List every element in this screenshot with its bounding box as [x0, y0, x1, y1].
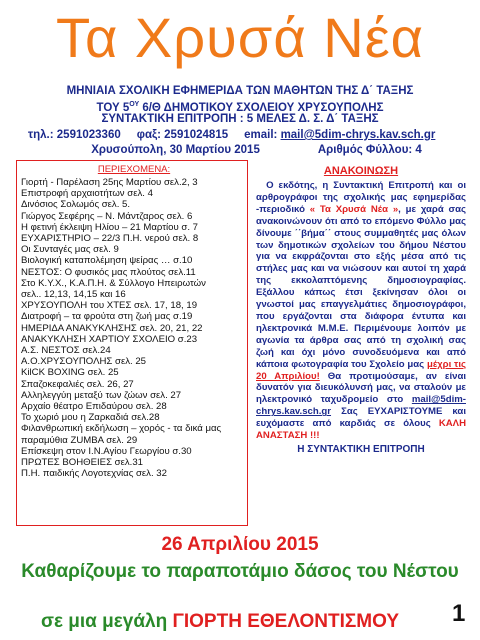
toc-item: ΝΕΣΤΟΣ: Ο φυσικός μας πλούτος σελ.11: [21, 266, 196, 278]
toc-item: παραμύθια ZUMBA σελ. 29: [21, 434, 138, 446]
toc-item: Διατροφή – τα φρούτα στη ζωή μας σ.19: [21, 311, 193, 323]
announcement-heading: ΑΝΑΚΟΙΝΩΣΗ: [323, 165, 399, 177]
masthead-line-2b: 6/Θ ΔΗΜΟΤΙΚΟΥ ΣΧΟΛΕΙΟΥ ΧΡΥΣΟΥΠΟΛΗΣ: [139, 101, 384, 114]
ann-text-2: , με χαρά σας ανακοινώνουν ότι από το επόμενο Φύλλο μας δίνουμε ΄΄βήμα΄΄ στους συμμαθητές μας όλων των δημοτικών σχολείων του δήμου Νέστου για να εκφράζονται στο εξής μέσα από τις στήλες μας και να νιώσουν και αυτοί τη χαρά της εκκολαπτόμενης δημοσιογραφίας. Εξάλλου κάπως έτσι ξεκίνησαν όλοι οι γνωστοί μας επαγγελμάτιες δημοσιογράφοι, που εργάζονται στα διάφορα έντυπα και ηλεκτρονικά Μ.Μ.Ε. Περιμένουμε λοιπόν με αγωνία τα άρθρα σας από τη σχολική σας ζωή και όχι μόνο συνοδευόμενα και από κάποια φωτογραφία του Σχολείο μας: [256, 203, 466, 370]
masthead-line-3: ΣΥΝΤΑΚΤΙΚΗ ΕΠΙΤΡΟΠΗ : 5 ΜΕΛΕΣ Δ. Σ. Δ΄ ΤΑΞΗΣ: [101, 113, 379, 125]
announcement-body: [256, 180, 466, 442]
email-label: email:: [244, 129, 278, 141]
event-subtitle-b: ΓΙΟΡΤΗ ΕΘΕΛΟΝΤΙΣΜΟΥ: [172, 611, 400, 632]
ann-text-4: Σας ΕΥΧΑΡΙΣΤΟΥΜΕ και ευχόμαστε από καρδιάς σε όλους: [256, 406, 466, 430]
toc-item: Επίσκεψη στον Ι.Ν.Αγίου Γεωργίου σ.30: [21, 445, 192, 457]
toc-item: Α.Σ. ΝΕΣΤΟΣ σελ.24: [21, 345, 111, 357]
toc-item: ΗΜΕΡΙΔΑ ΑΝΑΚΥΚΛΗΣΗΣ σελ. 20, 21, 22: [21, 322, 203, 334]
toc-item: Σπαζοκεφαλιές σελ. 26, 27: [21, 378, 134, 390]
issue-number: Αριθμός Φύλλου: 4: [317, 144, 422, 156]
ann-text-1: Ο εκδότης, η Συντακτική Επιτροπή και οι αρθρογράφοι της σχολικής μας εφημερίδας -περιοδικό: [256, 180, 466, 215]
contact-line: [28, 128, 468, 142]
ann-greeting: ΚΑΛΗ ΑΝΑΣΤΑΣΗ !!!: [256, 418, 466, 442]
place-date: Χρυσούπολη, 30 Μαρτίου 2015: [91, 144, 260, 156]
toc-item: Γιορτή - Παρέλαση 25ης Μαρτίου σελ.2, 3: [21, 177, 198, 188]
announcement: [256, 164, 466, 456]
toc-item: Δινόσιος Σολωμός σελ. 5.: [21, 199, 131, 211]
ann-text-3: Θα προτιμούσαμε, αν είναι δυνατόν για διευκόλυνσή μας, να σταλούν με ηλεκτρονικό ταχυδρομείο στο: [256, 370, 467, 406]
toc-item: KilCK BOXING σελ. 25: [21, 367, 119, 379]
toc-heading: ΠΕΡΙΕΧΟΜΕΝΑ:: [97, 164, 171, 175]
toc-item: Οι Συνταγές μας σελ. 9: [21, 244, 119, 256]
toc-item: Α.Ο.ΧΡΥΣΟΥΠΟΛΗΣ σελ. 25: [21, 356, 147, 368]
toc-item: Στο Κ.Υ.Χ., Κ.Α.Π.Η. & Σύλλογο Ηπειρωτών: [21, 277, 206, 289]
toc-item: Βιολογική καταπολέμηση ψείρας … σ.10: [21, 255, 193, 267]
ann-deadline: μέχρι τις 20 Απριλίου!: [256, 358, 466, 382]
email-link[interactable]: mail@5dim-chrys.kav.sch.gr: [280, 129, 436, 141]
event-date: 26 Απριλίου 2015: [161, 534, 319, 555]
fax: φαξ: 2591024815: [136, 129, 229, 141]
toc-item: ΧΡΥΣΟΥΠΟΛΗ του ΧΤΕΣ σελ. 17, 18, 19: [21, 300, 198, 312]
page-number: 1: [452, 600, 466, 627]
toc-item: Φιλανθρωπική εκδήλωση – χορός - τα δικά μας: [21, 423, 222, 435]
toc-item: Π.Η. παιδικής Λογοτεχνίας σελ. 32: [21, 468, 167, 480]
toc-item: ΕΥΧΑΡΙΣΤΗΡΙΟ – 22/3 Π.Η. νερού σελ. 8: [21, 233, 199, 245]
masthead-line-2a: ΤΟΥ 5: [96, 101, 130, 114]
table-of-contents: [16, 160, 248, 526]
toc-list: [21, 177, 247, 479]
toc-item: Επιστροφή αρχαιοτήτων σελ. 4: [21, 188, 153, 200]
phone: τηλ.: 2591023360: [28, 129, 121, 141]
ann-email-link[interactable]: mail@5dim-chrys.kav.sch.gr: [256, 394, 466, 418]
event-title: Καθαρίζουμε το παραποτάμιο δάσος του Νέστου: [21, 561, 459, 582]
toc-item: Η φετινή έκλειψη Ηλίου – 21 Μαρτίου σ. 7: [21, 221, 198, 233]
toc-item: σελ.. 12,13, 14,15 και 16: [21, 289, 126, 301]
date-issue-line: [28, 143, 468, 157]
event-subtitle: [0, 610, 440, 634]
toc-item: Αρχαίο θέατρο Επιδαύρου σελ. 28: [21, 401, 167, 413]
toc-item: ΑΝΑΚΥΚΛΗΣΗ ΧΑΡΤΙΟΥ ΣΧΟΛΕΙΟ σ.23: [21, 333, 198, 345]
toc-item: Γιώργος Σεφέρης – Ν. Μάντζαρος σελ. 6: [21, 210, 193, 222]
ann-paper-name: « Τα Χρυσά Νέα »: [309, 203, 399, 215]
newspaper-title: Τα Χρυσά Νέα: [55, 6, 425, 69]
masthead-line-2-sup: ΟΥ: [129, 101, 140, 108]
masthead-line-1: ΜΗΝΙΑΙΑ ΣΧΟΛΙΚΗ ΕΦΗΜΕΡΙΔΑ ΤΩΝ ΜΑΘΗΤΩΝ ΤΗΣ Δ΄ ΤΑΞΗΣ: [66, 85, 414, 97]
toc-item: ΠΡΩΤΕΣ ΒΟΗΘΕΙΕΣ σελ.31: [21, 457, 143, 469]
toc-item: Αλληλεγγύη μεταξύ των ζώων σελ. 27: [21, 389, 182, 401]
toc-item: Το χωριό μου η Ζαρκαδιά σελ.28: [21, 412, 160, 424]
event-subtitle-a: σε μια μεγάλη: [40, 611, 173, 632]
announcement-signature: Η ΣΥΝΤΑΚΤΙΚΗ ΕΠΙΤΡΟΠΗ: [297, 443, 425, 455]
